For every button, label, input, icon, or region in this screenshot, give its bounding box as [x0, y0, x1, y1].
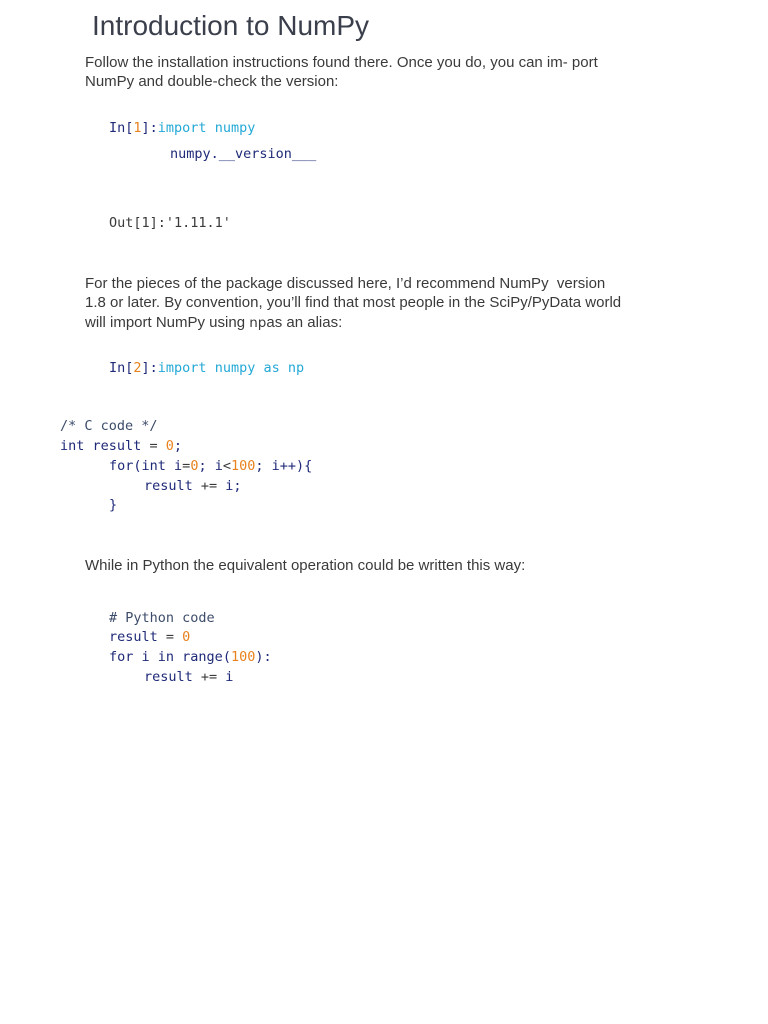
code-token: 0	[190, 458, 199, 474]
code-token: 100	[230, 458, 256, 474]
code-token: range(	[174, 649, 231, 665]
code-token: ; i	[198, 458, 223, 474]
code-token: 100	[230, 649, 256, 665]
in-prompt-prefix: In[	[109, 360, 134, 376]
paragraph-text: as an alias:	[266, 314, 343, 331]
c-code-line-declaration	[60, 437, 182, 457]
c-code-line-for	[109, 457, 312, 477]
code-token: result	[144, 669, 193, 685]
python-code-comment: # Python code	[109, 610, 215, 626]
code-token: +=	[192, 669, 226, 685]
code-token: 0	[165, 438, 174, 454]
code-token: i	[165, 458, 183, 474]
python-code-line-body	[144, 668, 233, 688]
c-code-closing-brace: }	[109, 497, 118, 513]
code-cell-1-output: Out[1]:'1.11.1'	[109, 215, 231, 231]
code-token: i;	[225, 478, 242, 494]
code-token: i	[133, 649, 158, 665]
alias-name: np	[287, 360, 305, 376]
code-token: ):	[255, 649, 272, 665]
code-token: in	[157, 649, 175, 665]
code-cell-1-version-line: numpy.__version___	[170, 146, 317, 162]
python-code-line-for	[109, 648, 272, 668]
paragraph-install-line2: NumPy and double-check the version:	[85, 73, 339, 90]
in-prompt-prefix: In[	[109, 120, 134, 136]
code-cell-1-input	[109, 119, 255, 139]
c-code-comment: /* C code */	[60, 418, 158, 434]
module-name: numpy	[214, 360, 256, 376]
in-prompt-number: 1	[133, 120, 142, 136]
code-token: =	[182, 458, 191, 474]
code-token: for(	[109, 458, 142, 474]
code-token: ;	[173, 438, 182, 454]
paragraph-convention-line1: For the pieces of the package discussed here, I’d recommend NumPy version	[85, 275, 606, 292]
code-token: int	[141, 458, 166, 474]
code-token: =	[157, 629, 183, 645]
code-token: result	[109, 629, 158, 645]
code-token: result	[144, 478, 193, 494]
code-token: int	[60, 438, 85, 454]
code-token: result	[92, 438, 142, 454]
import-keyword: import	[157, 360, 207, 376]
code-token: 0	[182, 629, 191, 645]
paragraph-convention-line2: 1.8 or later. By convention, you’ll find that most people in the SciPy/PyData world	[85, 294, 622, 311]
paragraph-python-equivalent: While in Python the equivalent operation could be written this way:	[85, 557, 526, 574]
module-name: numpy	[214, 120, 256, 136]
code-token: <	[222, 458, 231, 474]
inline-code-np: np	[249, 315, 267, 331]
in-prompt-suffix: ]:	[141, 360, 158, 376]
in-prompt-suffix: ]:	[141, 120, 158, 136]
code-token: i	[225, 669, 234, 685]
code-token: +=	[192, 478, 226, 494]
as-keyword: as	[263, 360, 280, 376]
page-title: Introduction to NumPy	[92, 10, 370, 41]
c-code-line-body	[144, 477, 242, 497]
import-keyword: import	[157, 120, 207, 136]
paragraph-install-line1: Follow the installation instructions found there. Once you do, you can im- port	[85, 54, 598, 71]
python-code-line-assign	[109, 628, 190, 648]
paragraph-text: will import NumPy using	[85, 314, 250, 331]
in-prompt-number: 2	[133, 360, 142, 376]
code-token: for	[109, 649, 134, 665]
paragraph-convention-line3	[85, 313, 342, 334]
code-token: ; i++){	[255, 458, 313, 474]
code-token: =	[141, 438, 166, 454]
code-cell-2-input	[109, 359, 304, 379]
